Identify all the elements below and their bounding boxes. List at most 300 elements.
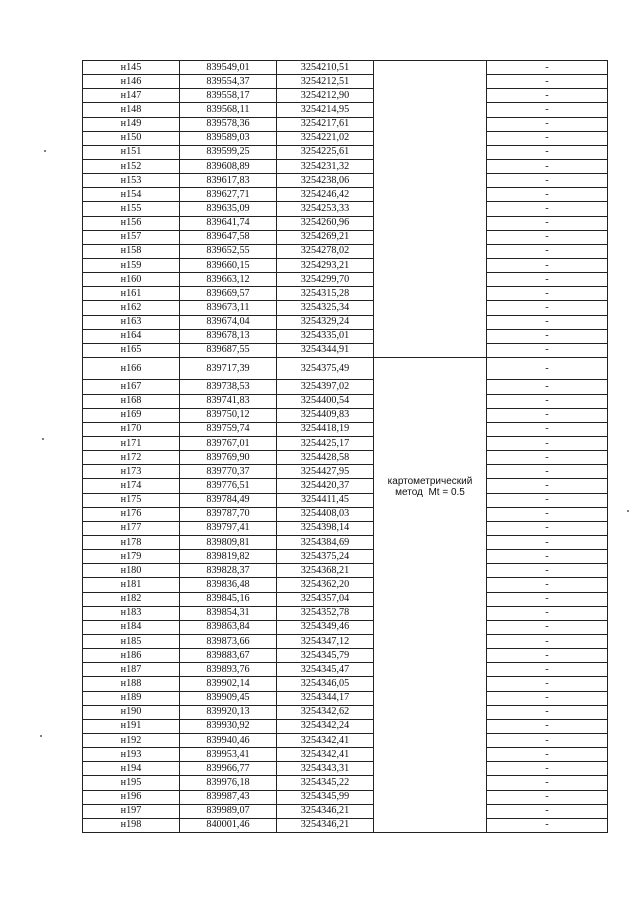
y-coordinate-cell: 3254329,24 bbox=[277, 315, 374, 329]
y-coordinate-cell: 3254346,21 bbox=[277, 818, 374, 832]
y-coordinate-cell: 3254260,96 bbox=[277, 216, 374, 230]
error-cell: - bbox=[487, 649, 608, 663]
x-coordinate-cell: 839987,43 bbox=[180, 790, 277, 804]
point-id-cell: н167 bbox=[83, 380, 180, 394]
error-cell: - bbox=[487, 394, 608, 408]
error-cell: - bbox=[487, 762, 608, 776]
x-coordinate-cell: 839599,25 bbox=[180, 145, 277, 159]
point-id-cell: н152 bbox=[83, 159, 180, 173]
method-cell bbox=[374, 733, 487, 747]
table-row bbox=[83, 762, 608, 776]
method-cell bbox=[374, 145, 487, 159]
y-coordinate-cell: 3254342,24 bbox=[277, 719, 374, 733]
table-row bbox=[83, 315, 608, 329]
table-row bbox=[83, 357, 608, 380]
y-coordinate-cell: 3254398,14 bbox=[277, 521, 374, 535]
error-cell: - bbox=[487, 244, 608, 258]
x-coordinate-cell: 839776,51 bbox=[180, 479, 277, 493]
y-coordinate-cell: 3254344,17 bbox=[277, 691, 374, 705]
table-row bbox=[83, 437, 608, 451]
error-cell: - bbox=[487, 230, 608, 244]
method-cell bbox=[374, 606, 487, 620]
table-row bbox=[83, 188, 608, 202]
y-coordinate-cell: 3254278,02 bbox=[277, 244, 374, 258]
method-cell bbox=[374, 550, 487, 564]
table-row bbox=[83, 103, 608, 117]
point-id-cell: н182 bbox=[83, 592, 180, 606]
y-coordinate-cell: 3254425,17 bbox=[277, 437, 374, 451]
point-id-cell: н176 bbox=[83, 507, 180, 521]
y-coordinate-cell: 3254418,19 bbox=[277, 422, 374, 436]
x-coordinate-cell: 839770,37 bbox=[180, 465, 277, 479]
method-cell bbox=[374, 117, 487, 131]
table-row bbox=[83, 465, 608, 479]
error-cell: - bbox=[487, 329, 608, 343]
point-id-cell: н154 bbox=[83, 188, 180, 202]
y-coordinate-cell: 3254238,06 bbox=[277, 174, 374, 188]
y-coordinate-cell: 3254315,28 bbox=[277, 287, 374, 301]
y-coordinate-cell: 3254346,05 bbox=[277, 677, 374, 691]
point-id-cell: н171 bbox=[83, 437, 180, 451]
point-id-cell: н165 bbox=[83, 343, 180, 357]
error-cell: - bbox=[487, 145, 608, 159]
y-coordinate-cell: 3254411,45 bbox=[277, 493, 374, 507]
table-row bbox=[83, 479, 608, 493]
point-id-cell: н158 bbox=[83, 244, 180, 258]
table-row bbox=[83, 394, 608, 408]
x-coordinate-cell: 839750,12 bbox=[180, 408, 277, 422]
error-cell: - bbox=[487, 634, 608, 648]
table-row bbox=[83, 380, 608, 394]
error-cell: - bbox=[487, 663, 608, 677]
method-cell bbox=[374, 620, 487, 634]
point-id-cell: н164 bbox=[83, 329, 180, 343]
table-row bbox=[83, 61, 608, 75]
x-coordinate-cell: 839902,14 bbox=[180, 677, 277, 691]
method-cell bbox=[374, 301, 487, 315]
y-coordinate-cell: 3254345,99 bbox=[277, 790, 374, 804]
y-coordinate-cell: 3254375,24 bbox=[277, 550, 374, 564]
table-row bbox=[83, 89, 608, 103]
table-row bbox=[83, 536, 608, 550]
method-cell bbox=[374, 159, 487, 173]
y-coordinate-cell: 3254352,78 bbox=[277, 606, 374, 620]
x-coordinate-cell: 839759,74 bbox=[180, 422, 277, 436]
error-cell: - bbox=[487, 776, 608, 790]
x-coordinate-cell: 839854,31 bbox=[180, 606, 277, 620]
point-id-cell: н151 bbox=[83, 145, 180, 159]
y-coordinate-cell: 3254357,04 bbox=[277, 592, 374, 606]
point-id-cell: н181 bbox=[83, 578, 180, 592]
table-row bbox=[83, 649, 608, 663]
error-cell: - bbox=[487, 790, 608, 804]
table-row bbox=[83, 75, 608, 89]
error-cell: - bbox=[487, 620, 608, 634]
x-coordinate-cell: 839558,17 bbox=[180, 89, 277, 103]
y-coordinate-cell: 3254384,69 bbox=[277, 536, 374, 550]
point-id-cell: н169 bbox=[83, 408, 180, 422]
x-coordinate-cell: 839819,82 bbox=[180, 550, 277, 564]
scan-speck bbox=[42, 438, 44, 440]
x-coordinate-cell: 839627,71 bbox=[180, 188, 277, 202]
error-cell: - bbox=[487, 437, 608, 451]
method-cell bbox=[374, 408, 487, 422]
point-id-cell: н159 bbox=[83, 258, 180, 272]
y-coordinate-cell: 3254214,95 bbox=[277, 103, 374, 117]
point-id-cell: н170 bbox=[83, 422, 180, 436]
method-cell bbox=[374, 394, 487, 408]
point-id-cell: н186 bbox=[83, 649, 180, 663]
error-cell: - bbox=[487, 61, 608, 75]
y-coordinate-cell: 3254342,62 bbox=[277, 705, 374, 719]
method-cell bbox=[374, 649, 487, 663]
point-id-cell: н148 bbox=[83, 103, 180, 117]
y-coordinate-cell: 3254347,12 bbox=[277, 634, 374, 648]
x-coordinate-cell: 839678,13 bbox=[180, 329, 277, 343]
table-row bbox=[83, 691, 608, 705]
error-cell: - bbox=[487, 273, 608, 287]
y-coordinate-cell: 3254427,95 bbox=[277, 465, 374, 479]
scan-speck bbox=[44, 150, 46, 152]
method-cell bbox=[374, 61, 487, 75]
y-coordinate-cell: 3254344,91 bbox=[277, 343, 374, 357]
error-cell: - bbox=[487, 578, 608, 592]
error-cell: - bbox=[487, 258, 608, 272]
error-cell: - bbox=[487, 818, 608, 832]
point-id-cell: н185 bbox=[83, 634, 180, 648]
y-coordinate-cell: 3254299,70 bbox=[277, 273, 374, 287]
point-id-cell: н190 bbox=[83, 705, 180, 719]
point-id-cell: н174 bbox=[83, 479, 180, 493]
y-coordinate-cell: 3254375,49 bbox=[277, 357, 374, 380]
error-cell: - bbox=[487, 479, 608, 493]
error-cell: - bbox=[487, 357, 608, 380]
point-id-cell: н194 bbox=[83, 762, 180, 776]
point-id-cell: н184 bbox=[83, 620, 180, 634]
method-cell bbox=[374, 578, 487, 592]
method-cell bbox=[374, 818, 487, 832]
x-coordinate-cell: 839787,70 bbox=[180, 507, 277, 521]
table-row bbox=[83, 663, 608, 677]
method-cell bbox=[374, 273, 487, 287]
error-cell: - bbox=[487, 202, 608, 216]
y-coordinate-cell: 3254225,61 bbox=[277, 145, 374, 159]
table-row bbox=[83, 258, 608, 272]
method-cell bbox=[374, 202, 487, 216]
method-label bbox=[374, 476, 486, 498]
x-coordinate-cell: 839578,36 bbox=[180, 117, 277, 131]
error-cell: - bbox=[487, 451, 608, 465]
y-coordinate-cell: 3254342,41 bbox=[277, 733, 374, 747]
error-cell: - bbox=[487, 188, 608, 202]
error-cell: - bbox=[487, 521, 608, 535]
x-coordinate-cell: 839828,37 bbox=[180, 564, 277, 578]
coordinates-table-body bbox=[83, 61, 608, 833]
x-coordinate-cell: 839549,01 bbox=[180, 61, 277, 75]
error-cell: - bbox=[487, 159, 608, 173]
x-coordinate-cell: 839976,18 bbox=[180, 776, 277, 790]
method-cell bbox=[374, 536, 487, 550]
error-cell: - bbox=[487, 174, 608, 188]
point-id-cell: н173 bbox=[83, 465, 180, 479]
method-cell bbox=[374, 258, 487, 272]
method-cell bbox=[374, 216, 487, 230]
point-id-cell: н163 bbox=[83, 315, 180, 329]
table-row bbox=[83, 493, 608, 507]
point-id-cell: н156 bbox=[83, 216, 180, 230]
x-coordinate-cell: 839769,90 bbox=[180, 451, 277, 465]
table-row bbox=[83, 451, 608, 465]
table-row bbox=[83, 174, 608, 188]
x-coordinate-cell: 839687,55 bbox=[180, 343, 277, 357]
y-coordinate-cell: 3254269,21 bbox=[277, 230, 374, 244]
error-cell: - bbox=[487, 216, 608, 230]
x-coordinate-cell: 839673,11 bbox=[180, 301, 277, 315]
table-row bbox=[83, 202, 608, 216]
point-id-cell: н149 bbox=[83, 117, 180, 131]
x-coordinate-cell: 839989,07 bbox=[180, 804, 277, 818]
method-cell bbox=[374, 244, 487, 258]
x-coordinate-cell: 839738,53 bbox=[180, 380, 277, 394]
method-cell bbox=[374, 663, 487, 677]
method-cell bbox=[374, 315, 487, 329]
y-coordinate-cell: 3254335,01 bbox=[277, 329, 374, 343]
y-coordinate-cell: 3254231,32 bbox=[277, 159, 374, 173]
x-coordinate-cell: 839647,58 bbox=[180, 230, 277, 244]
scan-speck bbox=[627, 510, 629, 512]
method-cell bbox=[374, 521, 487, 535]
error-cell: - bbox=[487, 117, 608, 131]
error-cell: - bbox=[487, 380, 608, 394]
table-row bbox=[83, 230, 608, 244]
x-coordinate-cell: 839883,67 bbox=[180, 649, 277, 663]
point-id-cell: н193 bbox=[83, 748, 180, 762]
y-coordinate-cell: 3254400,54 bbox=[277, 394, 374, 408]
x-coordinate-cell: 839836,48 bbox=[180, 578, 277, 592]
table-row bbox=[83, 422, 608, 436]
table-row bbox=[83, 634, 608, 648]
y-coordinate-cell: 3254212,51 bbox=[277, 75, 374, 89]
error-cell: - bbox=[487, 465, 608, 479]
method-cell bbox=[374, 719, 487, 733]
error-cell: - bbox=[487, 804, 608, 818]
point-id-cell: н145 bbox=[83, 61, 180, 75]
x-coordinate-cell: 839568,11 bbox=[180, 103, 277, 117]
x-coordinate-cell: 839641,74 bbox=[180, 216, 277, 230]
point-id-cell: н162 bbox=[83, 301, 180, 315]
method-cell bbox=[374, 89, 487, 103]
error-cell: - bbox=[487, 287, 608, 301]
table-row bbox=[83, 145, 608, 159]
method-cell bbox=[374, 564, 487, 578]
y-coordinate-cell: 3254397,02 bbox=[277, 380, 374, 394]
error-cell: - bbox=[487, 408, 608, 422]
method-cell bbox=[374, 380, 487, 394]
x-coordinate-cell: 839663,12 bbox=[180, 273, 277, 287]
point-id-cell: н177 bbox=[83, 521, 180, 535]
error-cell: - bbox=[487, 719, 608, 733]
table-row bbox=[83, 301, 608, 315]
error-cell: - bbox=[487, 733, 608, 747]
x-coordinate-cell: 839893,76 bbox=[180, 663, 277, 677]
method-cell bbox=[374, 188, 487, 202]
x-coordinate-cell: 839674,04 bbox=[180, 315, 277, 329]
error-cell: - bbox=[487, 422, 608, 436]
x-coordinate-cell: 839966,77 bbox=[180, 762, 277, 776]
method-cell bbox=[374, 762, 487, 776]
method-cell bbox=[374, 804, 487, 818]
x-coordinate-cell: 839920,13 bbox=[180, 705, 277, 719]
y-coordinate-cell: 3254212,90 bbox=[277, 89, 374, 103]
method-cell bbox=[374, 422, 487, 436]
point-id-cell: н198 bbox=[83, 818, 180, 832]
table-row bbox=[83, 677, 608, 691]
y-coordinate-cell: 3254408,03 bbox=[277, 507, 374, 521]
x-coordinate-cell: 839784,49 bbox=[180, 493, 277, 507]
table-row bbox=[83, 329, 608, 343]
table-row bbox=[83, 343, 608, 357]
x-coordinate-cell: 839660,15 bbox=[180, 258, 277, 272]
point-id-cell: н183 bbox=[83, 606, 180, 620]
y-coordinate-cell: 3254293,21 bbox=[277, 258, 374, 272]
method-cell bbox=[374, 103, 487, 117]
error-cell: - bbox=[487, 564, 608, 578]
error-cell: - bbox=[487, 131, 608, 145]
y-coordinate-cell: 3254345,22 bbox=[277, 776, 374, 790]
method-cell bbox=[374, 437, 487, 451]
point-id-cell: н150 bbox=[83, 131, 180, 145]
x-coordinate-cell: 839953,41 bbox=[180, 748, 277, 762]
table-row bbox=[83, 705, 608, 719]
table-row bbox=[83, 287, 608, 301]
table-row bbox=[83, 521, 608, 535]
table-row bbox=[83, 244, 608, 258]
x-coordinate-cell: 839809,81 bbox=[180, 536, 277, 550]
method-cell bbox=[374, 748, 487, 762]
point-id-cell: н189 bbox=[83, 691, 180, 705]
error-cell: - bbox=[487, 606, 608, 620]
point-id-cell: н187 bbox=[83, 663, 180, 677]
error-cell: - bbox=[487, 103, 608, 117]
x-coordinate-cell: 839940,46 bbox=[180, 733, 277, 747]
table-row bbox=[83, 719, 608, 733]
method-cell bbox=[374, 705, 487, 719]
error-cell: - bbox=[487, 301, 608, 315]
method-cell bbox=[374, 451, 487, 465]
method-cell bbox=[374, 634, 487, 648]
method-cell bbox=[374, 357, 487, 498]
method-cell bbox=[374, 329, 487, 343]
method-cell bbox=[374, 75, 487, 89]
table-row bbox=[83, 507, 608, 521]
error-cell: - bbox=[487, 536, 608, 550]
point-id-cell: н168 bbox=[83, 394, 180, 408]
y-coordinate-cell: 3254362,20 bbox=[277, 578, 374, 592]
x-coordinate-cell: 839589,03 bbox=[180, 131, 277, 145]
error-cell: - bbox=[487, 75, 608, 89]
point-id-cell: н196 bbox=[83, 790, 180, 804]
table-row bbox=[83, 804, 608, 818]
x-coordinate-cell: 840001,46 bbox=[180, 818, 277, 832]
method-cell bbox=[374, 174, 487, 188]
point-id-cell: н178 bbox=[83, 536, 180, 550]
error-cell: - bbox=[487, 343, 608, 357]
y-coordinate-cell: 3254345,47 bbox=[277, 663, 374, 677]
error-cell: - bbox=[487, 748, 608, 762]
x-coordinate-cell: 839767,01 bbox=[180, 437, 277, 451]
table-row bbox=[83, 131, 608, 145]
point-id-cell: н191 bbox=[83, 719, 180, 733]
y-coordinate-cell: 3254409,83 bbox=[277, 408, 374, 422]
y-coordinate-cell: 3254325,34 bbox=[277, 301, 374, 315]
point-id-cell: н179 bbox=[83, 550, 180, 564]
point-id-cell: н180 bbox=[83, 564, 180, 578]
x-coordinate-cell: 839608,89 bbox=[180, 159, 277, 173]
method-cell bbox=[374, 677, 487, 691]
table-row bbox=[83, 408, 608, 422]
y-coordinate-cell: 3254246,42 bbox=[277, 188, 374, 202]
table-row bbox=[83, 117, 608, 131]
table-row bbox=[83, 159, 608, 173]
x-coordinate-cell: 839554,37 bbox=[180, 75, 277, 89]
x-coordinate-cell: 839909,45 bbox=[180, 691, 277, 705]
table-row bbox=[83, 216, 608, 230]
point-id-cell: н155 bbox=[83, 202, 180, 216]
method-cell bbox=[374, 776, 487, 790]
y-coordinate-cell: 3254210,51 bbox=[277, 61, 374, 75]
point-id-cell: н197 bbox=[83, 804, 180, 818]
error-cell: - bbox=[487, 592, 608, 606]
method-cell bbox=[374, 790, 487, 804]
point-id-cell: н160 bbox=[83, 273, 180, 287]
x-coordinate-cell: 839669,57 bbox=[180, 287, 277, 301]
method-cell bbox=[374, 507, 487, 521]
error-cell: - bbox=[487, 550, 608, 564]
table-row bbox=[83, 578, 608, 592]
error-cell: - bbox=[487, 89, 608, 103]
method-label-line1: картометрический bbox=[387, 475, 473, 487]
table-row bbox=[83, 818, 608, 832]
point-id-cell: н161 bbox=[83, 287, 180, 301]
point-id-cell: н175 bbox=[83, 493, 180, 507]
table-row bbox=[83, 733, 608, 747]
table-row bbox=[83, 550, 608, 564]
y-coordinate-cell: 3254345,79 bbox=[277, 649, 374, 663]
method-cell bbox=[374, 691, 487, 705]
y-coordinate-cell: 3254253,33 bbox=[277, 202, 374, 216]
error-cell: - bbox=[487, 677, 608, 691]
error-cell: - bbox=[487, 493, 608, 507]
method-cell bbox=[374, 343, 487, 357]
point-id-cell: н146 bbox=[83, 75, 180, 89]
point-id-cell: н147 bbox=[83, 89, 180, 103]
x-coordinate-cell: 839930,92 bbox=[180, 719, 277, 733]
y-coordinate-cell: 3254368,21 bbox=[277, 564, 374, 578]
y-coordinate-cell: 3254428,58 bbox=[277, 451, 374, 465]
method-cell bbox=[374, 131, 487, 145]
method-cell bbox=[374, 287, 487, 301]
y-coordinate-cell: 3254221,02 bbox=[277, 131, 374, 145]
point-id-cell: н157 bbox=[83, 230, 180, 244]
error-cell: - bbox=[487, 507, 608, 521]
y-coordinate-cell: 3254349,46 bbox=[277, 620, 374, 634]
table-row bbox=[83, 592, 608, 606]
table-row bbox=[83, 790, 608, 804]
table-row bbox=[83, 606, 608, 620]
y-coordinate-cell: 3254420,37 bbox=[277, 479, 374, 493]
error-cell: - bbox=[487, 691, 608, 705]
y-coordinate-cell: 3254343,31 bbox=[277, 762, 374, 776]
